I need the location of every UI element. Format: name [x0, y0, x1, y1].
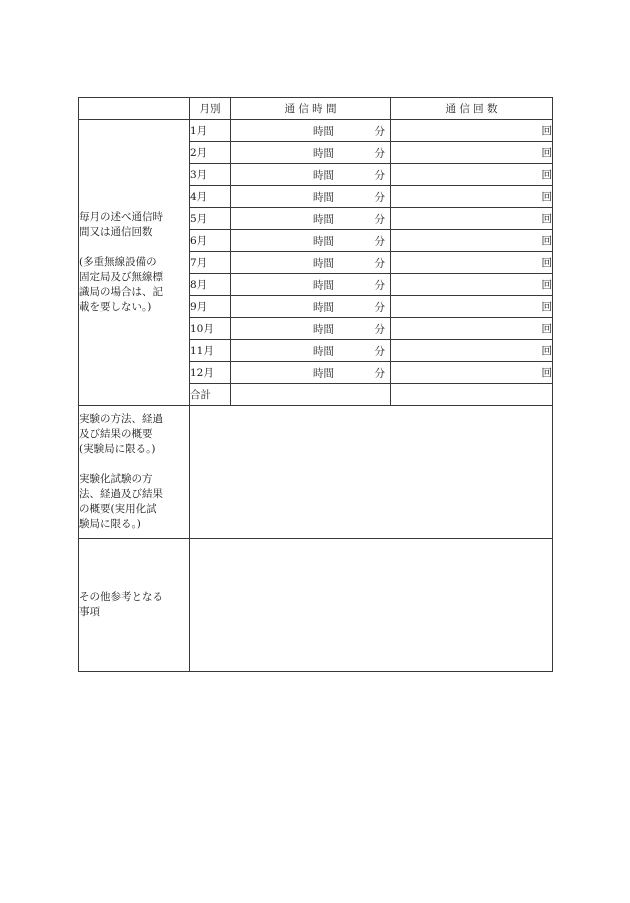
- header-time: 通 信 時 間: [231, 98, 391, 120]
- month-row: [79, 120, 553, 142]
- monthly-note-line: (多重無線設備の: [79, 256, 157, 268]
- count-unit: 回: [541, 345, 552, 357]
- experiment-label-line: 実験の方法、経過: [79, 413, 163, 425]
- minutes-unit: 分: [374, 301, 385, 313]
- monthly-label-cell: [79, 120, 190, 406]
- hours-unit: 時間: [313, 235, 334, 247]
- month-label: 12月: [190, 362, 231, 384]
- count-field[interactable]: [391, 296, 553, 318]
- total-label: 合計: [190, 384, 231, 406]
- count-field[interactable]: [391, 252, 553, 274]
- hours-unit: 時間: [313, 147, 334, 159]
- month-label: 11月: [190, 340, 231, 362]
- minutes-unit: 分: [374, 279, 385, 291]
- minutes-unit: 分: [374, 125, 385, 137]
- time-field[interactable]: [231, 362, 391, 384]
- count-field[interactable]: [391, 362, 553, 384]
- time-field[interactable]: [231, 296, 391, 318]
- count-unit: 回: [541, 125, 552, 137]
- experiment-label-line: (実験局に限る。): [79, 443, 156, 455]
- count-unit: 回: [541, 367, 552, 379]
- header-month: 月別: [190, 98, 231, 120]
- minutes-unit: 分: [374, 257, 385, 269]
- month-label: 9月: [190, 296, 231, 318]
- month-label: 3月: [190, 164, 231, 186]
- hours-unit: 時間: [313, 257, 334, 269]
- time-field[interactable]: [231, 164, 391, 186]
- other-entry-field[interactable]: [190, 539, 553, 672]
- hours-unit: 時間: [313, 213, 334, 225]
- month-label: 7月: [190, 252, 231, 274]
- count-field[interactable]: [391, 208, 553, 230]
- minutes-unit: 分: [374, 235, 385, 247]
- minutes-unit: 分: [374, 147, 385, 159]
- minutes-unit: 分: [374, 191, 385, 203]
- time-field[interactable]: [231, 208, 391, 230]
- count-unit: 回: [541, 301, 552, 313]
- report-form-table: [78, 97, 553, 672]
- time-field[interactable]: [231, 120, 391, 142]
- time-field[interactable]: [231, 274, 391, 296]
- month-label: 10月: [190, 318, 231, 340]
- time-field[interactable]: [231, 252, 391, 274]
- experiment-entry-field[interactable]: [190, 406, 553, 539]
- count-unit: 回: [541, 213, 552, 225]
- experiment-label-line: 法、経過及び結果: [79, 488, 163, 500]
- minutes-unit: 分: [374, 169, 385, 181]
- count-field[interactable]: [391, 186, 553, 208]
- count-field[interactable]: [391, 274, 553, 296]
- hours-unit: 時間: [313, 323, 334, 335]
- hours-unit: 時間: [313, 279, 334, 291]
- time-field[interactable]: [231, 340, 391, 362]
- month-label: 6月: [190, 230, 231, 252]
- hours-unit: 時間: [313, 169, 334, 181]
- minutes-unit: 分: [374, 345, 385, 357]
- hours-unit: 時間: [313, 301, 334, 313]
- experiment-row: [79, 406, 553, 539]
- time-field[interactable]: [231, 186, 391, 208]
- minutes-unit: 分: [374, 323, 385, 335]
- month-label: 5月: [190, 208, 231, 230]
- hours-unit: 時間: [313, 191, 334, 203]
- hours-unit: 時間: [313, 367, 334, 379]
- month-label: 4月: [190, 186, 231, 208]
- monthly-note-line: 載を要しない。): [79, 301, 152, 313]
- other-row: [79, 539, 553, 672]
- monthly-note-line: 識局の場合は、記: [79, 286, 163, 298]
- month-label: 1月: [190, 120, 231, 142]
- time-field[interactable]: [231, 230, 391, 252]
- count-field[interactable]: [391, 142, 553, 164]
- hours-unit: 時間: [313, 345, 334, 357]
- monthly-label-line: 毎月の述べ通信時: [79, 211, 163, 223]
- month-label: 8月: [190, 274, 231, 296]
- header-count: 通 信 回 数: [391, 98, 553, 120]
- total-time-field[interactable]: [231, 384, 391, 406]
- hours-unit: 時間: [313, 125, 334, 137]
- experiment-label-line: 験局に限る。): [79, 518, 141, 530]
- experiment-label-line: 及び結果の概要: [79, 428, 153, 440]
- experiment-label-line: 実験化試験の方: [79, 473, 153, 485]
- count-field[interactable]: [391, 230, 553, 252]
- count-field[interactable]: [391, 340, 553, 362]
- other-label-line: その他参考となる: [79, 591, 163, 603]
- count-unit: 回: [541, 169, 552, 181]
- monthly-note-line: 固定局及び無線標: [79, 271, 163, 283]
- other-label-cell: [79, 539, 190, 672]
- other-label-line: 事項: [79, 606, 100, 618]
- monthly-label-line: 間又は通信回数: [79, 226, 153, 238]
- header-row: [79, 98, 553, 120]
- experiment-label-line: の概要(実用化試: [79, 503, 157, 515]
- count-field[interactable]: [391, 164, 553, 186]
- header-blank-cell: [79, 98, 190, 120]
- minutes-unit: 分: [374, 367, 385, 379]
- minutes-unit: 分: [374, 213, 385, 225]
- count-unit: 回: [541, 147, 552, 159]
- time-field[interactable]: [231, 318, 391, 340]
- count-unit: 回: [541, 235, 552, 247]
- count-field[interactable]: [391, 120, 553, 142]
- total-count-field[interactable]: [391, 384, 553, 406]
- count-field[interactable]: [391, 318, 553, 340]
- count-unit: 回: [541, 191, 552, 203]
- experiment-label-cell: [79, 406, 190, 539]
- count-unit: 回: [541, 257, 552, 269]
- count-unit: 回: [541, 323, 552, 335]
- time-field[interactable]: [231, 142, 391, 164]
- count-unit: 回: [541, 279, 552, 291]
- month-label: 2月: [190, 142, 231, 164]
